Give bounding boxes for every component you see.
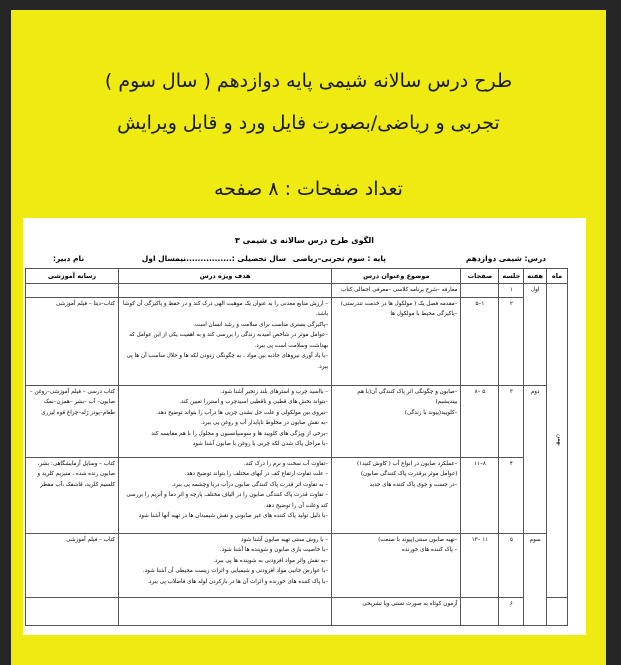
grade: پایه : سوم تجربی–ریاضی [292,254,386,263]
topic-cell-line: آزمون کوتاه به صورت تستی ویا تشریحی [362,600,458,607]
topic-cell-line: –صابون و چگونگی اثر پاک کنندگی آن(با هم بیندیشیم) [357,388,458,405]
goals-cell [119,284,332,298]
topic-cell [332,597,461,625]
week-cell: سوم [524,533,547,625]
goals-cell [119,457,332,533]
topic-cell-line: –کلویید(پیوند با زندگی) [404,409,458,416]
topic-cell-line: –مقدمه فصل یک ( مولکول ها در خدمت تندرستی) [340,300,458,307]
table-row [26,457,568,533]
topic-cell-line: –پاکیزگی محیط با مولکول ها [390,311,458,317]
session-cell: ۶ [499,597,524,625]
heading-line-1: طرح درس سالانه شیمی پایه دوازدهم ( سال سوم ) [104,70,513,92]
topic-cell-line: (عوامل موثر برقدرت پاک کنندگی صابون) [360,471,458,477]
column-header: رسانه آموزشی [26,269,119,284]
table-row [26,284,568,298]
document-preview [23,218,586,635]
goals-cell-line: – علت تفاوت ارتفاع کف در آبهای مختلف را بتواند توضیح دهد. [184,471,329,477]
goals-cell-line: –نیروی بین مولکولی و علت حل نشدن چربی ها درآب را بتواند توضیح دهد. [156,409,329,416]
session-cell: ۳ [499,385,524,457]
semester: نیمسال اول [141,254,186,263]
goals-cell [119,597,332,625]
goals-cell [119,297,332,385]
media-cell [26,284,119,298]
month-cell: بهمن [547,284,568,598]
goals-cell-line: –برخی از ویژگی های کلویید ها و سوسپانسیون و محلول را با هم مقایسه کند [151,430,329,437]
goals-cell [119,385,332,457]
week-cell: دوم [524,385,547,533]
pages-cell: ۱۱ –۱۳ [461,533,499,597]
goals-cell-line: –به نقش صابون در مخلوط ناپایدار آب و روغن پی ببرد. [200,420,329,426]
media-cell: کتاب درسی – فیلم آموزشی–روغن –صابون– آب –بشر –همزن–نمک طعام–پودر ژله–چراغ قوه لیزری [26,385,119,457]
week-cell: اول [524,284,547,386]
month-cell-empty [547,597,568,625]
goals-cell-line: –با مراحل پاک شدن لکه چربی با روغن با صابون آشنا شود [192,441,329,447]
goals-cell-line: –با دلیل تولید پاک کننده های غیر صابونی و نقش شیمیدان ها در تهیه آنها آشنا شود [138,513,329,519]
media-cell [26,597,119,625]
session-cell: ۵ [499,533,524,597]
page-count: تعداد صفحات : ۸ صفحه [214,178,403,200]
goals-cell [119,533,332,597]
topic-cell-line: –عملکرد صابون در انواع آب ( کاوش کنید۱) [356,460,458,467]
table-row [26,385,568,457]
column-header: هفته [524,269,547,284]
topic-cell-line: معارفه –شرح برنامه کلاسی –معرفی اجمالی کتاب [341,287,458,293]
goals-cell-line: – ارزش منابع معدنی را به عنوان یک موهبت الهی درک کند و در حفظ و پاکیزگی آن کوشا باشد. [122,300,329,317]
goals-cell-line: –با عوارض جانبی مواد افزودنی و شیمیایی و اثرات زیست محیطی آن آشنا شود. [142,568,329,574]
topic-cell [332,533,461,597]
goals-cell-line: –عوامل موثر در شاخص امیدبه زندگی را بررسی کند و به اهمیت یکی از این عوامل که بهداشت وسلامت است پی ببرد. [129,332,329,349]
heading-line-2: تجربی و ریاضی/بصورت فایل ورد و قابل ویرایش [117,112,500,134]
teacher-name: نام دبیر: [53,254,85,263]
topic-cell [332,457,461,533]
session-cell: ۲ [499,297,524,385]
session-cell: ۴ [499,457,524,533]
subject: درس: شیمی دوازدهم [465,254,546,263]
column-header: صفحات [461,269,499,284]
goals-cell-line: – با روش سنتی تهیه صابون آشنا شود [241,536,329,543]
goals-cell-line: –پاکیزگی بستری مناسب برای سلامت و رشد انسان است. [193,321,329,328]
school-year: سال تحصیلی :.................... [174,254,286,263]
pages-cell: ۱–۵ [461,297,499,385]
goals-cell-line: –با خاصیت بازی صابون و شوینده ها آشنا شود. [219,547,329,553]
goals-cell-line: – بااسید چرب و استرهای بلند زنجیر آشنا شود. [220,388,329,395]
media-cell: کتاب – وسایل آزمایشگاهی: بشر، صابون رنده شده ، منیزیم کلرید و کلسیم کلرید، قاشقک ،آب مقطر [26,457,119,533]
goals-cell-line: –با یاد آوری نیروهای جاذبه بین مواد ، به چگونگی زدودن لکه ها و حلال مناسب آن ها پی ببرد. [126,353,329,370]
topic-cell-line: –در جست و جوی پاک کننده های جدید [369,481,458,488]
pages-cell [461,284,499,298]
column-header: ماه [547,269,568,284]
table-row [26,297,568,385]
goals-cell-line: –بتواند بخش های قطبی و ناقطبی اسیدچرب و استررا تعیین کند. [179,399,329,405]
goals-cell-line: – تفاوت قدرت پاک کنندگی صابون را در الیاف مختلف پارچه و اثر دما و آنزیم را بررسی کند وعلت آن را توضیح دهد. [126,492,329,509]
doc-title: الگوی طرح درس سالانه ی شیمی ۳ [235,236,374,245]
goals-cell-line: –با پاک کننده های خورنده و اثرات آن ها در بازکردن لوله های فاضلاب پی ببرد. [147,578,329,585]
media-cell: کتاب–دیتا – فیلم آموزشی [26,297,119,385]
topic-cell-line: – پاک کننده های خورنده [401,547,458,553]
column-header: هدف ویژه درس [119,269,332,284]
goals-cell-line: –به نقش واثر مواد افزودنی به شوینده ها پی ببرد. [212,557,329,564]
topic-cell [332,284,461,298]
table-row [26,597,568,625]
topic-cell-line: –تهیه صابون سنتی(پیوند با صنعت) [378,536,458,543]
pages-cell [461,597,499,625]
pages-cell: ۸–۱۱ [461,457,499,533]
media-cell: کتاب – فیلم آموزشی [26,533,119,597]
column-header: جلسه [499,269,524,284]
goals-cell-line: – به تفاوت اثر قدرت پاک کنندگی صابون درآب دریا وچشمه پی ببرد. [171,481,329,488]
topic-cell [332,297,461,385]
session-cell: ۱ [499,284,524,298]
topic-cell [332,385,461,457]
table-row [26,533,568,597]
pages-cell: ۵ –۸ [461,385,499,457]
table-header [26,269,568,284]
lesson-plan-table [25,268,568,626]
column-header: موضوع وعنوان درس [332,269,461,284]
goals-cell-line: –تفاوت آب سخت و نرم را درک کند. [243,460,329,467]
